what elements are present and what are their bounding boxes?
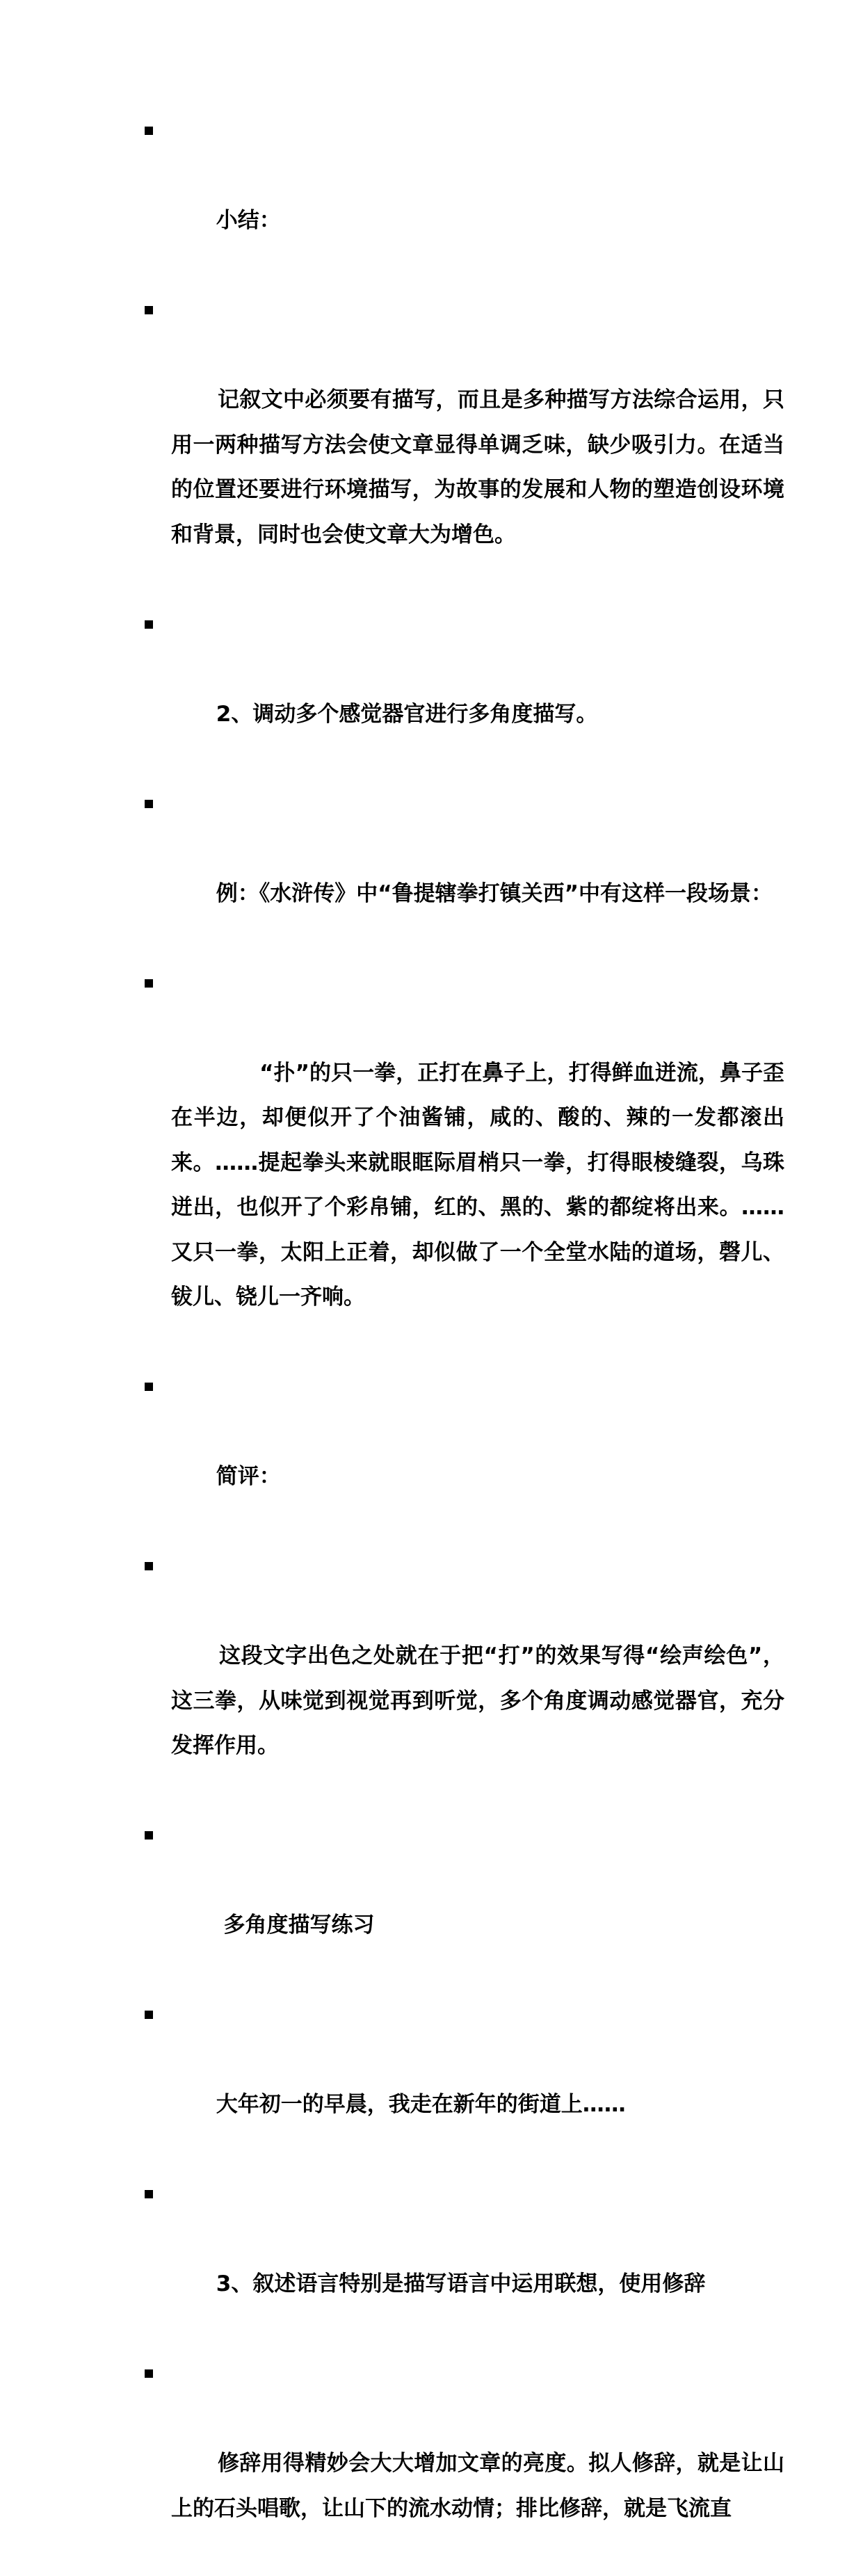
list-item	[145, 1365, 784, 1544]
list-item-text: 多角度描写练习	[216, 1913, 375, 1938]
list-item	[145, 1993, 784, 2172]
square-bullet-icon	[145, 2190, 153, 2198]
list-item	[145, 108, 784, 288]
square-bullet-icon	[145, 800, 153, 808]
square-bullet-icon	[145, 1562, 153, 1570]
square-bullet-icon	[145, 306, 153, 314]
list-item-text: 修辞用得精妙会大大增加文章的亮度。拟人修辞，就是让山上的石头唱歌，让山下的流水动情；排比修辞，就是飞流直	[171, 2451, 784, 2521]
list-item-text: 2、调动多个感觉器官进行多角度描写。	[216, 701, 598, 727]
list-item-text: 记叙文中必须要有描写，而且是多种描写方法综合运用，只用一两种描写方法会使文章显得单调乏味，缺少吸引力。在适当的位置还要进行环境描写，为故事的发展和人物的塑造创设环境和背景，同时也会使文章大为增色。	[171, 387, 784, 547]
list-item-text: 简评：	[216, 1464, 281, 1489]
list-item-text: “扑”的只一拳，正打在鼻子上，打得鲜血迸流，鼻子歪在半边，却便似开了个油酱铺，咸的、酸的、辣的一发都滚出来。……提起拳头来就眼眶际眉梢只一拳，打得眼棱缝裂，乌珠迸出，也似开了个彩帛铺，红的、黑的、紫的都绽将出来。……又只一拳，太阳上正着，却似做了一个全堂水陆的道场，磬儿、钹儿、铙儿一齐响。	[171, 1060, 784, 1310]
list-item-text: 这段文字出色之处就在于把“打”的效果写得“绘声绘色”，这三拳，从味觉到视觉再到听觉，多个角度调动感觉器官，充分发挥作用。	[171, 1643, 784, 1758]
list-item	[145, 1813, 784, 1993]
list-item-text: 大年初一的早晨，我走在新年的街道上……	[216, 2092, 626, 2117]
square-bullet-icon	[145, 127, 153, 135]
list-item	[145, 2351, 784, 2576]
square-bullet-icon	[145, 1383, 153, 1391]
square-bullet-icon	[145, 1831, 153, 1840]
list-item	[145, 1544, 784, 1813]
list-item-text: 3、叙述语言特别是描写语言中运用联想，使用修辞	[216, 2271, 706, 2296]
list-item	[145, 961, 784, 1365]
bullet-list	[145, 108, 784, 2576]
list-item-text: 小结：	[216, 208, 281, 233]
list-item	[145, 602, 784, 782]
square-bullet-icon	[145, 2369, 153, 2378]
list-item	[145, 782, 784, 961]
list-item	[145, 2172, 784, 2351]
square-bullet-icon	[145, 979, 153, 988]
square-bullet-icon	[145, 620, 153, 629]
square-bullet-icon	[145, 2011, 153, 2019]
list-item-text: 例：《水浒传》中“鲁提辖拳打镇关西”中有这样一段场景：	[216, 880, 773, 906]
list-item	[145, 288, 784, 602]
